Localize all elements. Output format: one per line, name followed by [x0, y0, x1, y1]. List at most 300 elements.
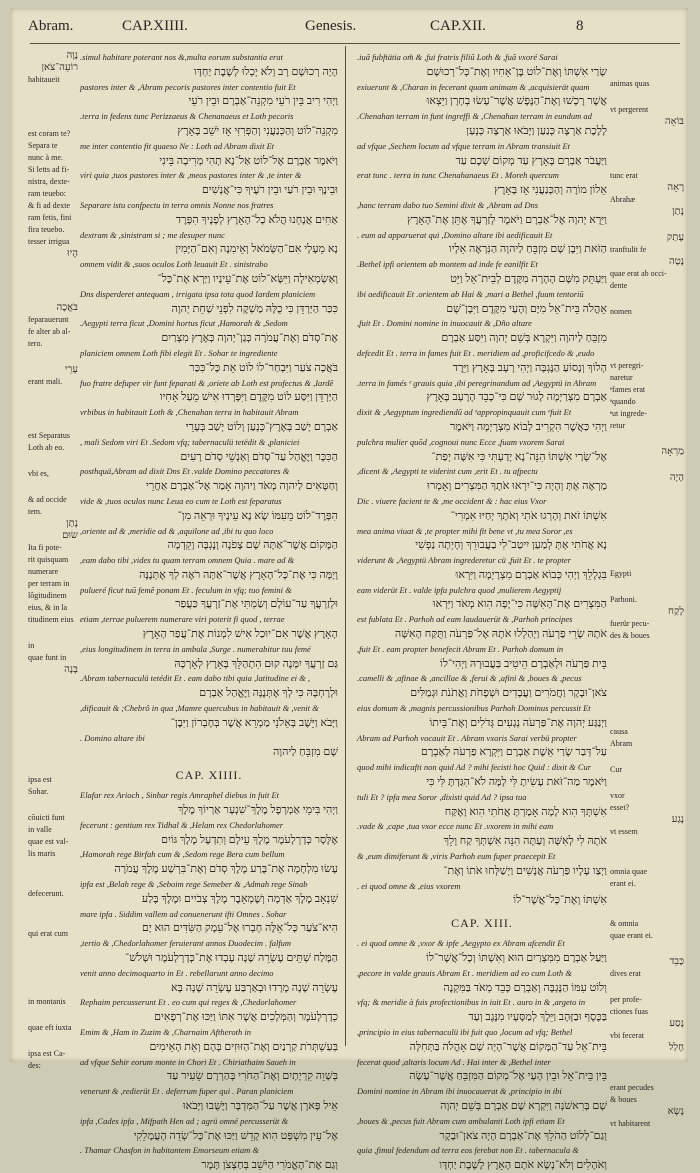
hebrew-text-line: הַזֹּאת וַיִּבֶן שָׁם מִזְבֵּחַ לַיהוָה הַנִּרְאֶה אֵלָיו — [448, 243, 607, 256]
hebrew-text-line: הַיַּרְדֵּן וַיִּסַּע לוֹט מִקֶּדֶם וַיִּפָּרְדוּ אִישׁ מֵעַל אָחִיו — [159, 391, 338, 404]
hebrew-text-line: צֹאן־וּבָקָר וַחֲמֹרִים וַעֲבָדִים וּשְׁפָחֹת וַאֲתֹנֹת וּגְמַלִּים — [410, 687, 607, 700]
latin-gloss-line: mea anima viuat & ,te propter mihi fit bene vt ,tu mea Soror ,es — [357, 525, 573, 536]
latin-gloss-line: .Bethel ipfi orientem ab montem ad inde fe eanilfit Et — [357, 259, 538, 270]
blank-line — [610, 156, 684, 170]
hebrew-text-line: שִׁנְאָב מֶלֶךְ אַדְמָה וְשֶׁמְאֵבֶר מֶלֶךְ צְבֹיִים וּמֶלֶךְ בֶּלַע — [141, 892, 338, 905]
hebrew-text-line: אִשְׁתּוֹ וְאֶת־כָּל־אֲשֶׁר־לוֹ — [513, 894, 607, 907]
latin-gloss-line: Separa te — [28, 141, 58, 150]
latin-gloss-line: venit anno decimoquarto in Et . rebellarunt anno decimo — [80, 967, 274, 978]
hebrew-text-line: הָיוּ — [67, 248, 78, 259]
blank-line — [28, 798, 78, 812]
latin-gloss-line: ,boues & ,pecus fuit Abram cum ambulanti Loth ipfi etiam Et — [357, 1115, 565, 1126]
blank-line — [28, 100, 78, 114]
latin-gloss-line: omnia quae — [610, 867, 648, 876]
hebrew-text-line: וַיֹּאמֶר אַבְרָם אֶל־לוֹט אַל־נָא תְהִי מְרִיבָה בֵּינִי — [159, 154, 338, 167]
hebrew-text-line: אֹתָהּ שָׂרֵי פַרְעֹה וַיְהַלְלוּ אֹתָהּ אֶל־פַּרְעֹה וַתֻּקַּח הָאִשָּׁה — [394, 628, 607, 641]
page-header — [10, 8, 688, 38]
latin-gloss-line: ram teuebo: — [28, 189, 66, 198]
hebrew-text-line: אִשְׁתּוֹ זֹאת וְהָרְגוּ אֹתִי וְאֹתָךְ יְחַיּוּ אִמְרִי־ — [450, 509, 607, 522]
blank-line — [28, 480, 78, 494]
hebrew-text-line: וְלוֹט עִמּוֹ הַנֶּגְבָּה וְאַבְרָם כָּבֵד מְאֹד בַּמִּקְנֶה — [443, 981, 607, 994]
latin-gloss-line: ,hanc terram dabo tuo Semini dixit & ,Abram ad Dns — [357, 199, 539, 210]
blank-line — [28, 982, 78, 996]
latin-gloss-line: est fublata Et . Parhoh ad eam laudauerüt & ,Parhoh principes — [357, 614, 573, 625]
latin-gloss-line: est Separatus — [28, 431, 70, 440]
latin-gloss-line: viderunt & ,Aegyptü Abram ingrederetur cü ,fuit Et . te propter — [357, 555, 571, 566]
latin-gloss-line: fuo fratre defuper vir funt feparati & ,oriete ab Loth est profectus & ,Iardē — [80, 377, 334, 388]
blank-line — [610, 890, 684, 904]
latin-gloss-line: dente — [610, 281, 628, 290]
latin-gloss-line: quia ,fimul fedendum ad terra eos ferebat non Et . tabernacula & — [357, 1145, 579, 1156]
latin-gloss-line: & boues — [610, 1095, 637, 1104]
hebrew-text-line: הָיָה — [669, 472, 684, 483]
latin-gloss-line: ,pecore in valde grauis Abram Et . meridiem ad eo cum Loth & — [357, 967, 572, 978]
blank-line — [28, 454, 78, 468]
hebrew-text-line: שׂוּם — [62, 530, 78, 541]
latin-gloss-line: Abram ad Parhoh vocauit Et . Abram vxoris Sarai verbü propter — [357, 732, 577, 743]
hebrew-text-line: נָטָה — [668, 256, 684, 267]
blank-line — [610, 64, 684, 78]
chapter-title-xiii: CAP. XIII. — [451, 916, 513, 931]
hebrew-text-line: וַיְנַגַּע יְהוָה אֶת־פַּרְעֹה נְגָעִים גְּדֹלִים וְאֶת־בֵּיתוֹ — [429, 716, 607, 729]
latin-gloss-line: tuli Et ? ipfa mea Soror ,dixisti quid Ad ? ipsa tua — [357, 791, 527, 802]
left-text-column — [80, 50, 338, 1172]
blank-line — [28, 86, 78, 100]
blank-line — [28, 274, 78, 288]
chapter-title-xiiii: CAP. XIIII. — [175, 768, 243, 783]
latin-gloss-line: ctiones fuas — [610, 1007, 648, 1016]
latin-gloss-line: ram fetis, fini — [28, 213, 72, 222]
latin-gloss-line: mare ipfa . Siddim vallem ad conuenerunt ifti Omnes . Sohar — [80, 908, 287, 919]
latin-gloss-line: me inter contentio fit quaeso Ne : Loth ad Abram dixit Et — [80, 140, 275, 151]
blank-line — [28, 900, 78, 914]
latin-gloss-line: ,dicent & ,Aegypti te viderint cum ,erit Et . tu afpectu — [357, 466, 538, 477]
chapter-head-right: CAP.XII. — [430, 18, 486, 34]
latin-gloss-line: ,fuit Et . Domini nomine in inuocauit & ,Dño altare — [357, 318, 532, 329]
latin-gloss-line: tranftulit fe — [610, 245, 647, 254]
latin-gloss-line: .terra in fedens tunc Perizzaeus & Chenanaeus et Loth pecoris — [80, 111, 294, 122]
blank-line — [610, 318, 684, 332]
latin-gloss-line: fe alter ab al- — [28, 327, 71, 336]
hebrew-text-line: הַמָּקוֹם אֲשֶׁר־אַתָּה שָׁם צָפֹנָה וָנֶגְבָּה וָקֵדְמָה — [167, 539, 338, 552]
hebrew-text-line: חָלַל — [668, 1042, 684, 1053]
latin-gloss-line: .terra in famés ᵉ grauis quia ,ibi peregrinandum ad ,Aegyptü in Abram — [357, 377, 597, 388]
latin-gloss-line: erant mali. — [28, 377, 63, 386]
blank-line — [28, 416, 78, 430]
blank-line — [28, 732, 78, 746]
latin-gloss-line: .Abram tabernaculü tetédit Et . eam dabo tibi quia ,latitudine ei & , — [80, 673, 310, 684]
latin-gloss-line: quae est val- — [28, 837, 69, 846]
latin-gloss-line: titudinem eius — [28, 615, 74, 624]
latin-gloss-line: eius domum & ,magnis percussionibus Parhoh Dominus percussit Et — [357, 703, 591, 714]
blank-line — [28, 402, 78, 416]
hebrew-text-line: בּוֹאָה — [664, 116, 684, 127]
hebrew-text-line: נָתַן — [66, 518, 78, 529]
latin-gloss-line: .camelli & ,afinae & ,ancillae & ,ferui & ,afini & ,boues & ,pecus — [357, 673, 582, 684]
blank-line — [610, 554, 684, 568]
latin-gloss-line: Si letts ad fi- — [28, 165, 70, 174]
latin-gloss-line: omnem vidit & ,suos oculos Loth leuauit Et . sinistrabo — [80, 259, 268, 270]
blank-line — [28, 260, 78, 274]
blank-line — [610, 698, 684, 712]
latin-gloss-line: nomen — [610, 307, 632, 316]
page-number: 8 — [576, 18, 584, 34]
hebrew-text-line: וּלְרָחְבָּהּ כִּי לְךָ אֶתְּנֶנָּה וַיֶּאֱהַל אַבְרָם — [199, 687, 338, 700]
hebrew-text-line: אֹתָהּ לִי לְאִשָּׁה וְעַתָּה הִנֵּה אִשְׁתְּךָ קַח וָלֵךְ — [443, 835, 607, 848]
latin-gloss-line: posthquä,Abram ad dixit Dns Et .valde Domino peccatores & — [80, 466, 290, 477]
latin-gloss-line: quae eft iuxta — [28, 1023, 72, 1032]
hebrew-text-line: אַבְרָם מִצְרַיְמָה לָגוּר שָׁם כִּי־כָבֵד הָרָעָב בָּאָרֶץ — [426, 391, 607, 404]
latin-gloss-line: , mali Sedom viri Et .Sedom vfq; tabernaculü tetëdit & ,planiciei — [80, 436, 300, 447]
book-title: Genesis. — [305, 18, 357, 34]
latin-gloss-line: ᵉut ingrede- — [610, 409, 647, 418]
latin-gloss-line: . Thamar Chasfon in habitantem Emorseum etiam & — [80, 1145, 259, 1156]
hebrew-text-line: הַמִּצְרִים אֶת־הָאִשָּׁה כִּי־יָפָה הִוא מְאֹד וַיִּרְאוּ — [432, 598, 607, 611]
latin-gloss-line: vt essem — [610, 827, 638, 836]
latin-gloss-line: planiciem omnem Loth fibi elegit Et . Sohar te ingrediente — [80, 347, 278, 358]
hebrew-text-line: שָׁם מִזְבֵּחַ לַיהוָה — [272, 746, 338, 759]
latin-gloss-line: erant pecudes — [610, 1083, 654, 1092]
blank-line — [610, 498, 684, 512]
hebrew-text-line: בִּגְלָלֵךְ וַיְהִי כְּבוֹא אַבְרָם מִצְרָיְמָה וַיִּרְאוּ — [455, 568, 607, 581]
latin-gloss-line: tem. — [28, 507, 42, 516]
latin-gloss-line: vxor — [610, 791, 625, 800]
blank-line — [28, 914, 78, 928]
hebrew-text-line: וַיְהִי כַּאֲשֶׁר הִקְרִיב לָבוֹא מִצְרָיְמָה וַיֹּאמֶר — [449, 420, 607, 433]
left-column-lines — [80, 50, 338, 760]
blank-line — [28, 676, 78, 690]
latin-gloss-line: per profe- — [610, 995, 642, 1004]
latin-gloss-line: retur — [610, 421, 626, 430]
blank-line — [610, 292, 684, 306]
right-column-lines — [357, 50, 607, 908]
latin-gloss-line: nunc à me. — [28, 153, 63, 162]
hebrew-text-line: נָגַע — [671, 814, 684, 825]
hebrew-text-line: וְגַם־לְלוֹט הַהֹלֵךְ אֶת־אַבְרָם הָיָה צֹאן־וּבָקָר — [439, 1129, 607, 1142]
blank-line — [28, 718, 78, 732]
latin-gloss-line: viri quia ,tuos pastores inter & ,meos pastores inter & ,te inter & — [80, 170, 302, 181]
hebrew-text-line: אֶל־עֵין מִשְׁפָּט הִוא קָדֵשׁ וַיַּכּוּ אֶת־כָּל־שְׂדֵה הָעֲמָלֵקִי — [133, 1129, 338, 1142]
latin-gloss-line: defcedit Et . terra in fames fuit Et . meridiem ad ,proficifcedo & ,eudo — [357, 347, 595, 358]
latin-gloss-line: nistra, dexte- — [28, 177, 70, 186]
blank-line — [28, 704, 78, 718]
hebrew-text-line: בַּכֶּסֶף וּבַזָּהָב וַיֵּלֶךְ לְמַסָּעָיו מִנֶּגֶב וְעַד — [468, 1011, 607, 1024]
hebrew-text-line: וְגַם אֶת־הָאֱמֹרִי הַיֹּשֵׁב בְּחַצְצֹן תָּמָר — [201, 1159, 338, 1172]
latin-gloss-line: dives erat — [610, 969, 641, 978]
blank-line — [28, 288, 78, 302]
hebrew-text-line: וַיַּעַל אַבְרָם מִמִּצְרַיִם הוּא וְאִשְׁתּוֹ וְכָל־אֲשֶׁר־לוֹ — [426, 952, 607, 965]
hebrew-text-line: גַּם זַרְעֲךָ יִמָּנֶה קוּם הִתְהַלֵּךְ בָּאָרֶץ לְאָרְכָּהּ — [174, 657, 338, 670]
latin-gloss-line: ,tertio & ,Chedorlahomer feruierant annos Duodecim . falfum — [80, 938, 292, 949]
hebrew-text-line: אֶל־שָׂרַי אִשְׁתּוֹ הִנֵּה־נָא יָדַעְתִּי כִּי אִשָּׁה יְפַת־ — [431, 450, 607, 463]
latin-gloss-line: Domini nomine in Abram ibi inuocauerat & ,principio in ibi — [357, 1086, 562, 1097]
hebrew-text-line: בֹּאֲכָה צֹעַר וַיִּבְחַר־לוֹ לוֹט אֵת כָּל־כִּכַּר — [189, 361, 338, 374]
latin-gloss-line: . ei quod omne & ,eius vxorem — [357, 880, 461, 891]
latin-gloss-line: .simul habitare poterant nos &,multa eorum substantia erat — [80, 52, 283, 62]
latin-gloss-line: Dic . viuere facient te & ,me occident & : hac eius Vxor — [357, 495, 547, 506]
latin-gloss-line: ad vfque Sehir eorum monte in Chori Et . Chiriathaim Saueh in — [80, 1056, 296, 1067]
latin-gloss-line: quod mihi indicafti non quid Ad ? mihi fecisti hoc Quid : dixit & Cur — [357, 762, 592, 773]
latin-gloss-line: ,eius longitudinem in terra in ambula ,Surge . numerabitur tuu femé — [80, 643, 311, 654]
blank-line — [28, 940, 78, 954]
latin-gloss-line: quae erant ei. — [610, 931, 653, 940]
latin-gloss-line: des & boues — [610, 631, 650, 640]
latin-gloss-line: Egypti — [610, 569, 632, 578]
latin-gloss-line: & fi ad dexte — [28, 201, 70, 210]
latin-gloss-line: tesser irrigua — [28, 237, 70, 246]
latin-gloss-line: ,dificauit & ;Chebrô in qua ,Mamre quercubus in habitauit & ,venit & — [80, 703, 319, 714]
latin-gloss-line: pastores inter & ,Abram pecoris pastores inter contentio fuit Et — [80, 81, 296, 92]
latin-gloss-line: ipsa est Ca- — [28, 1049, 66, 1058]
blank-line — [28, 388, 78, 402]
latin-gloss-line: Dns disperderet antequam , irrigata ipsa tota quod Iardem planiciem — [80, 288, 316, 299]
hebrew-text-line: וַיְהִי רִיב בֵּין רֹעֵי מִקְנֵה־אַבְרָם וּבֵין רֹעֵי — [188, 95, 338, 108]
blank-line — [610, 656, 684, 670]
latin-gloss-line: quae erat ab occi- — [610, 269, 667, 278]
hebrew-text-line: אַחִים אֲנָחְנוּ הֲלֹא כָל־הָאָרֶץ לְפָנֶיךָ הִפָּרֶד — [175, 213, 338, 226]
running-head-left: Abram. — [28, 18, 74, 34]
hebrew-text-line: שָׁם בָּרִאשֹׁנָה וַיִּקְרָא שָׁם אַבְרָם בְּשֵׁם יְהוָה — [440, 1099, 607, 1112]
latin-gloss-line: Parhoni. — [610, 595, 637, 604]
hebrew-text-line: שָׂרַי אִשְׁתּוֹ וְאֶת־לוֹט בֶּן־אָחִיו וְאֶת־כָּל־רְכוּשָׁם — [426, 65, 607, 78]
hebrew-text-line: בָּנָה — [64, 664, 78, 675]
hebrew-text-line: וַיַּעְתֵּק מִשָּׁם הָהָרָה מִקֶּדֶם לְבֵית־אֵל וַיֵּט — [450, 272, 607, 285]
hebrew-text-line: הִיא־צֹעַר כָּל־אֵלֶּה חָבְרוּ אֶל־עֵמֶק הַשִּׂדִּים הוּא יָם — [142, 922, 338, 935]
latin-gloss-line: ,eam dabo tibi ,vides tu quam terram omnem Quia . mare ad & — [80, 555, 295, 566]
right-column-chapter2-lines — [357, 936, 607, 1173]
hebrew-text-line: הַמֶּלַח שְׁתֵּים עֶשְׂרֵה שָׁנָה עָבְדוּ אֶת־כְּדָרְלָעֹמֶר וּשְׁלֹשׁ־ — [125, 952, 338, 965]
latin-gloss-line: lis maris — [28, 849, 56, 858]
latin-gloss-line: Elafar rex Arioch , Sinhar regis Amraphel diebus in fuit Et — [80, 790, 280, 801]
latin-gloss-line: eam viderüt Et . valde ipfa pulchra quod ,mulierem Aegyptij — [357, 584, 562, 595]
latin-gloss-line: vfq; & meridie à fuis profectionibus in iuit Et . auro in & ,argeto in — [357, 997, 586, 1008]
latin-gloss-line: feparauerunt — [28, 315, 69, 324]
latin-gloss-line: defecerunt. — [28, 889, 64, 898]
blank-line — [610, 980, 684, 994]
latin-gloss-line: venerunt & ,redierüt Et . deferrum fuper qui . Paran planiciem — [80, 1086, 294, 1097]
hebrew-text-line: עַל־דְּבַר שָׂרַי אֵשֶׁת אַבְרָם וַיִּקְרָא פַרְעֹה לְאַבְרָם — [420, 746, 607, 759]
latin-gloss-line: ad vfque ,Sechem locum ad vfque terram in Abram transiuit Et — [357, 140, 571, 151]
latin-gloss-line: in valle — [28, 825, 52, 834]
blank-line — [28, 626, 78, 640]
blank-line — [610, 512, 684, 526]
latin-gloss-line: des: — [28, 1061, 41, 1070]
latin-gloss-line: Abram — [610, 739, 633, 748]
blank-line — [28, 746, 78, 760]
latin-gloss-line: numerare — [28, 567, 59, 576]
latin-gloss-line: ipfa ,Cades ipfa , Mifpath Hen ad ; agrü omné percusserüt & — [80, 1115, 289, 1126]
latin-gloss-line: Emim & ,Ham in Zuzim & ,Charnaim Aftheroth in — [80, 1027, 251, 1037]
latin-gloss-line: qui erat cum — [28, 929, 68, 938]
latin-gloss-line: ᵉquando — [610, 397, 636, 406]
chapter-head-left: CAP.XIIII. — [122, 18, 188, 34]
blank-line — [610, 838, 684, 852]
latin-gloss-line: .Chenahan terram in funt ingreffi & ,Chenahan terram in eundum ad — [357, 111, 592, 122]
blank-line — [28, 954, 78, 968]
blank-line — [28, 860, 78, 874]
blank-line — [610, 484, 684, 498]
hebrew-text-line: אִשְׁתְּךָ הִוא לָמָה אָמַרְתָּ אֲחֹתִי הִוא וָאֶקַּח — [444, 805, 607, 818]
hebrew-text-line: אֵיל פָּארָן אֲשֶׁר עַל־הַמִּדְבָּר וַיָּשֻׁבוּ וַיָּבֹאוּ — [182, 1099, 338, 1112]
blank-line — [610, 128, 684, 142]
blank-line — [28, 874, 78, 888]
blank-line — [610, 852, 684, 866]
blank-line — [610, 712, 684, 726]
hebrew-text-line: הַכִּכָּר וַיֶּאֱהַל עַד־סְדֹם וְאַנְשֵׁי סְדֹם רָעִים — [180, 450, 338, 463]
blank-line — [28, 760, 78, 774]
latin-gloss-line: ᵉfames erat — [610, 385, 646, 394]
latin-gloss-line: vbi es, — [28, 469, 49, 478]
latin-gloss-line: ipsa est — [28, 775, 52, 784]
hebrew-text-line: הָאָרֶץ אֲשֶׁר אִם־יוּכַל אִישׁ לִמְנוֹת אֶת־עֲפַר הָאָרֶץ — [142, 628, 338, 641]
latin-gloss-line: vbi fecerat — [610, 1031, 644, 1040]
blank-line — [610, 776, 684, 790]
blank-line — [610, 50, 684, 64]
latin-gloss-line: cõuicti funt — [28, 813, 65, 822]
blank-line — [610, 904, 684, 918]
latin-gloss-line: causa — [610, 727, 628, 736]
latin-gloss-line: & ad occide — [28, 495, 67, 504]
latin-gloss-line: vt habitarent — [610, 1119, 651, 1128]
blank-line — [610, 684, 684, 698]
blank-line — [28, 968, 78, 982]
latin-gloss-line: fecerat quod ,altaris locum Ad . Hai inter & ,Bethel inter — [357, 1056, 551, 1067]
blank-line — [610, 332, 684, 346]
hebrew-text-line: וּבֵינֶךָ וּבֵין רֹעַי וּבֵין רֹעֶיךָ כִּי־אֲנָשִׁים — [202, 184, 338, 197]
left-margin-glosses — [28, 50, 78, 1070]
latin-gloss-line: Ita fi pote- — [28, 543, 62, 552]
hebrew-text-line: וְחַטָּאִים לַיהוָה מְאֹד וַיהוָה אָמַר אֶל־אַבְרָם אַחֲרֵי — [146, 480, 338, 493]
hebrew-text-line: אֲשֶׁר רָכָשׁוּ וְאֶת־הַנֶּפֶשׁ אֲשֶׁר־עָשׂוּ בְחָרָן וַיֵּצְאוּ — [426, 95, 607, 108]
latin-gloss-line: exiuerunt & ,Charan in fecerant quam animam & ,acquisierät quam — [357, 81, 590, 92]
latin-gloss-line: & ,eum dimiferunt & ,viris Parhoh eum fuper praecepit Et — [357, 851, 556, 862]
latin-gloss-line: ,oriente ad & ,meridie ad & ,aquilone ad ,ibi tu quo loco — [80, 525, 274, 536]
latin-gloss-line: Separare istu confpectu in terra omnis Nonne nos fratres — [80, 199, 274, 210]
hebrew-text-line: אֵלוֹן מוֹרֶה וְהַכְּנַעֲנִי אָז בָּאָרֶץ — [494, 184, 607, 197]
left-column-chapter2-lines — [80, 788, 338, 1173]
latin-gloss-line: tero. — [28, 339, 43, 348]
latin-gloss-line: esset? — [610, 803, 630, 812]
hebrew-text-line: נָסַע — [669, 1018, 684, 1029]
latin-gloss-line: Cur — [610, 765, 622, 774]
latin-gloss-line: ,Hamorah rege Birfah cum & ,Sedom rege Bera cum bellum — [80, 849, 285, 860]
hebrew-text-line: כָּבֵד — [669, 956, 684, 967]
latin-gloss-line: .vade & ,cape ,tua vxor ecce nunc Et .vxorem in mihi eam — [357, 821, 554, 832]
hebrew-text-line: נָתַן — [672, 206, 684, 217]
hebrew-text-line: נָשָׂא — [667, 1106, 684, 1117]
blank-line — [610, 942, 684, 956]
hebrew-text-line: בֹּאֲכָה — [56, 302, 78, 313]
blank-line — [610, 540, 684, 554]
latin-gloss-line: ,fuit Et . eam propter benefecit Abram Et . Parhoh domum in — [357, 643, 564, 654]
latin-gloss-line: lõgitudinem — [28, 591, 67, 600]
hebrew-text-line: מִקְנֵה־לוֹט וְהַכְּנַעֲנִי וְהַפְּרִזִּי אָז יֹשֵׁב בָּאָרֶץ — [177, 124, 338, 137]
hebrew-text-line: עָתַק — [666, 232, 684, 243]
latin-gloss-line: dextram & ,sinistram si ; me desuper nunc — [80, 229, 225, 240]
column-divider — [345, 46, 346, 1046]
latin-gloss-line: in montanis — [28, 997, 66, 1006]
hebrew-text-line: וַיְהִי בִּימֵי אַמְרָפֶל מֶלֶךְ־שִׁנְעָר אַרְיוֹךְ מֶלֶךְ — [177, 804, 338, 817]
blank-line — [610, 526, 684, 540]
latin-gloss-line: ,principio in eius tabernaculü ibi fuit quo ,locum ad vfq; Bethel — [357, 1027, 573, 1037]
latin-gloss-line: dixit & ,Aegyptum ingrediendũ ad ᵉappropinquauit cum ᵉfuit Et — [357, 407, 572, 418]
latin-gloss-line: vrbibus in habitauit Loth & ,Chenahan terra in habitauit Abram — [80, 407, 299, 418]
blank-line — [28, 350, 78, 364]
latin-gloss-line: per terram in — [28, 579, 70, 588]
latin-gloss-line: vide & ,tuos oculos nunc Leua eo cum te Loth est feparatus — [80, 495, 282, 506]
hebrew-text-line: אַבְרָם יָשַׁב בְּאֶרֶץ־כְּנָעַן וְלוֹט יָשַׁב בְּעָרֵי — [185, 420, 338, 433]
hebrew-text-line: לָקַח — [668, 606, 684, 617]
book-page — [10, 8, 688, 1172]
hebrew-text-line: וְאַשְׂמְאִילָה וַיִּשָּׂא־לוֹט אֶת־עֵינָיו וַיַּרְא אֶת־כָּל־ — [157, 272, 338, 285]
hebrew-text-line: וַיַּעֲבֹר אַבְרָם בָּאָרֶץ עַד מְקוֹם שְׁכֶם עַד — [455, 154, 607, 167]
latin-gloss-line: pulueré ficut tuũ femẽ ponam Et . feculum in vfq; tuo femini & — [80, 584, 292, 595]
hebrew-text-line: הָיָה רְכוּשָׁם רָב וְלֹא יָכְלוּ לָשֶׁבֶת יַחְדָּו — [193, 65, 338, 78]
blank-line — [28, 114, 78, 128]
latin-gloss-line: Abrahæ — [610, 195, 636, 204]
blank-line — [610, 90, 684, 104]
hebrew-text-line: נָא אֲחֹתִי אָתְּ לְמַעַן יִיטַב־לִי בַעֲבוּרֵךְ וְחָיְתָה נַפְשִׁי — [415, 539, 607, 552]
latin-gloss-line: in — [28, 641, 35, 650]
hebrew-text-line: עָרֵי — [64, 364, 78, 375]
latin-gloss-line: animas quas — [610, 79, 650, 88]
blank-line — [610, 142, 684, 156]
latin-gloss-line: eius, & in la — [28, 603, 68, 612]
hebrew-text-line: וַיָּבֹא וַיֵּשֶׁב בְּאֵלֹנֵי מַמְרֵא אֲשֶׁר בְּחֶבְרוֹן וַיִּבֶן־ — [170, 716, 338, 729]
header-rule — [30, 43, 680, 44]
hebrew-text-line: רָאָה — [667, 182, 684, 193]
hebrew-text-line: בְּשָׁוֵה קִרְיָתָיִם וְאֶת־הַחֹרִי בְּהַרְרָם שֵׂעִיר עַד — [166, 1070, 338, 1083]
latin-gloss-line: .Aegypti terra ficut ,Domini hortus ficut ,Hamorah & ,Sedom — [80, 318, 288, 329]
latin-gloss-line: naretur — [610, 373, 633, 382]
blank-line — [28, 1008, 78, 1022]
hebrew-text-line: אֶלָּסָר כְּדָרְלָעֹמֶר מֶלֶךְ עֵילָם וְתִדְעָל מֶלֶךְ גּוֹיִם — [161, 833, 338, 846]
blank-line — [610, 432, 684, 446]
latin-gloss-line: ipfa est ,Belah rege & ,Seboim rege Semeber & ,Admah rege Sinab — [80, 879, 308, 890]
latin-gloss-line: . eum ad apparuerat qui ,Domino altare ibi aedificauit Et — [357, 229, 553, 240]
hebrew-text-line: כִּכַּר הַיַּרְדֵּן כִּי כֻלָּהּ מַשְׁקֶה לִפְנֵי שַׁחֵת יְהוָה — [171, 302, 338, 315]
hebrew-text-line: עֶשְׂרֵה שָׁנָה מָרָדוּ וּבְאַרְבַּע עֶשְׂרֵה שָׁנָה בָּא — [171, 981, 338, 994]
hebrew-text-line: אָהֳלֹה בֵּית־אֵל מִיָּם וְהָעַי מִקֶּדֶם וַיִּבֶן־שָׁם — [446, 302, 607, 315]
hebrew-text-line: בֵּין בֵּית־אֵל וּבֵין הָעָי אֶל־מְקוֹם הַמִּזְבֵּחַ אֲשֶׁר־עָשָׂה — [409, 1070, 607, 1083]
latin-gloss-line: vt peregri- — [610, 361, 644, 370]
hebrew-text-line: כְדָרְלָעֹמֶר וְהַמְּלָכִים אֲשֶׁר אִתּוֹ וַיַּכּוּ אֶת־רְפָאִים — [154, 1011, 338, 1024]
latin-gloss-line: habitaueit — [28, 75, 60, 84]
latin-gloss-line: ibi aedificauit Et .orientem ab Hai & ,mari a Bethel ,fuum tentoriū — [357, 288, 584, 299]
latin-gloss-line: Rephaim percusserunt Et . eo cum qui reges & ,Chedorlahomer — [80, 997, 297, 1008]
hebrew-text-line: וּלְזַרְעֲךָ עַד־עוֹלָם וְשַׂמְתִּי אֶת־זַרְעֲךָ כַּעֲפַר — [175, 598, 338, 611]
hebrew-text-line: בֵּית־אֵל עַד־הַמָּקוֹם אֲשֶׁר־הָיָה שָׁם אָהֳלֹה בַּתְּחִלָּה — [409, 1040, 607, 1053]
blank-line — [610, 1068, 684, 1082]
hebrew-text-line: לָלֶכֶת אַרְצָה כְּנַעַן וַיָּבֹאוּ אַרְצָה כְּנָעַן — [466, 124, 607, 137]
hebrew-text-line: וְאֹהָלִים וְלֹא־נָשָׂא אֹתָם הָאָרֶץ לָשֶׁבֶת יַחְדָּו — [439, 1159, 607, 1172]
hebrew-text-line: הָלוֹךְ וְנָסוֹעַ הַנֶּגְבָּה וַיְהִי רָעָב בָּאָרֶץ וַיֵּרֶד — [452, 361, 607, 374]
latin-gloss-line: fecerunt : gentium rex Tidhal & ,Helam rex Chedorlahomer — [80, 819, 284, 830]
hebrew-text-line: בְּעַשְׁתְּרֹת קַרְנַיִם וְאֶת־הַזּוּזִים בְּהָם וְאֵת הָאֵימִים — [149, 1040, 338, 1053]
latin-gloss-line: fuerür pecu- — [610, 619, 650, 628]
latin-gloss-line: erant ei. — [610, 879, 636, 888]
blank-line — [610, 580, 684, 594]
latin-gloss-line: erat tunc . terra in tunc Chenahanaeus Et . Moreh quercum — [357, 170, 559, 181]
hebrew-text-line: מִזְבֵּחַ לַיהוָה וַיִּקְרָא בְּשֵׁם יְהוָה וַיִּסַּע אַבְרָם — [441, 332, 607, 345]
hebrew-text-line: הִפָּרֶד־לוֹט מֵעִמּוֹ שָׂא נָא עֵינֶיךָ וּרְאֵה מִן־ — [177, 509, 338, 522]
hebrew-text-line: מַרְאָה — [661, 446, 684, 457]
latin-gloss-line: pulchra mulier quõd ,cognoui nunc Ecce ,fuam vxorem Sarai — [357, 436, 565, 447]
latin-gloss-line: & omnia — [610, 919, 639, 928]
hebrew-text-line: וַיְצַו עָלָיו פַּרְעֹה אֲנָשִׁים וַיְשַׁלְּחוּ אֹתוֹ וְאֶת־ — [443, 864, 607, 877]
blank-line — [610, 670, 684, 684]
hebrew-text-line: וַיֵּרָא יְהוָה אֶל־אַבְרָם וַיֹּאמֶר לְזַרְעֲךָ אֶתֵּן אֶת־הָאָרֶץ — [407, 213, 607, 226]
